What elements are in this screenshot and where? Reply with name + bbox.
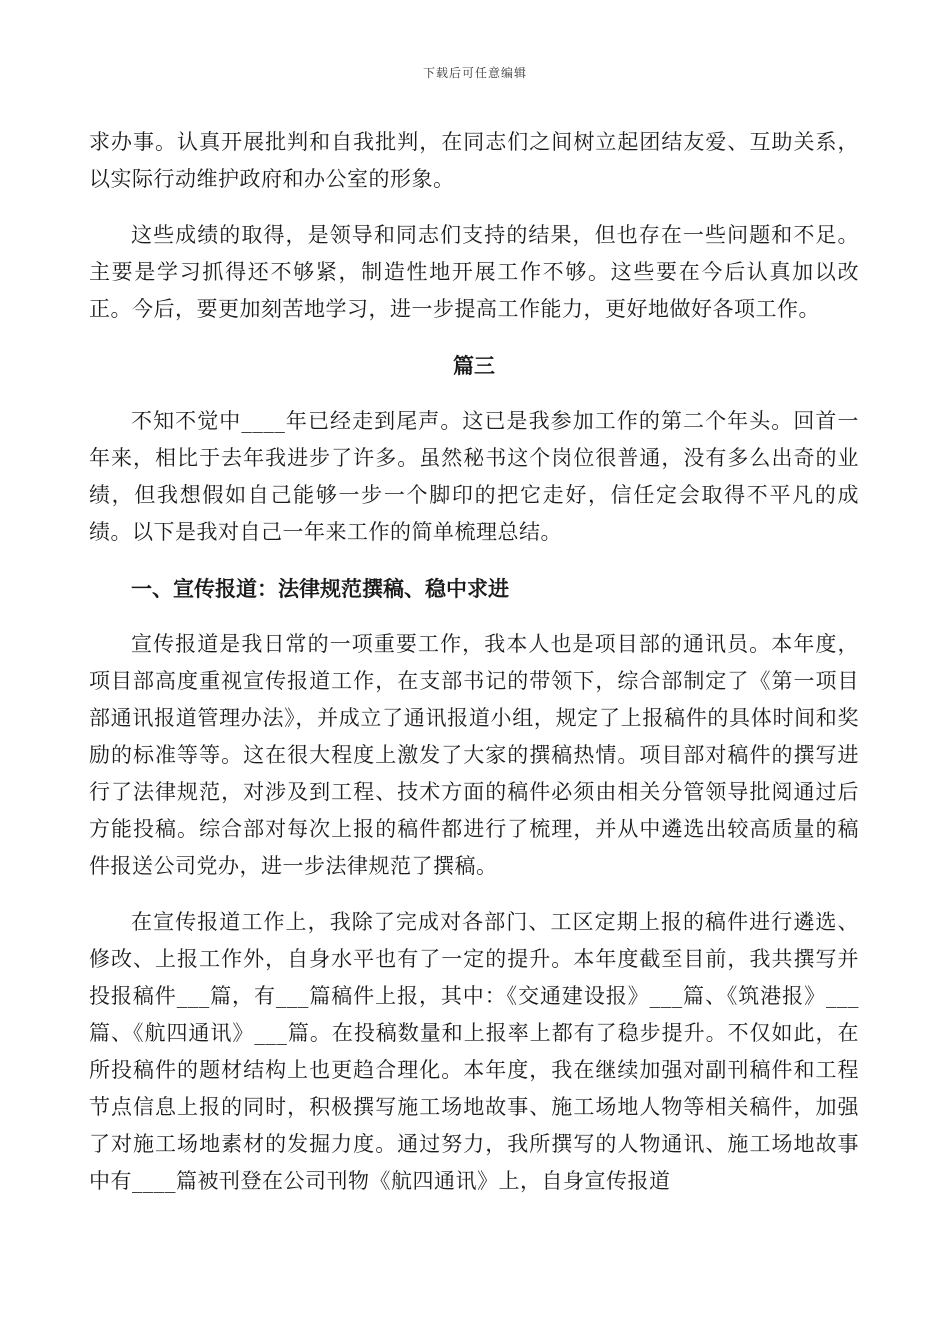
page-header: 下载后可任意编辑 — [422, 66, 527, 80]
document-body — [89, 124, 859, 1219]
paragraph-achievements: 这些成绩的取得，是领导和同志们支持的结果，但也存在一些问题和不足。主要是学习抓得还不够紧，制造性地开展工作不够。这些要在今后认真加以改正。今后，要更加刻苦地学习，进一步提高工作能力，更好地做好各项工作。 — [89, 223, 859, 321]
section-title: 篇三 — [453, 353, 495, 378]
paragraph-continuation: 求办事。认真开展批判和自我批判，在同志们之间树立起团结友爱、互助关系，以实际行动维护政府和办公室的形象。 — [89, 130, 859, 191]
subheading-publicity: 一、宣传报道：法律规范撰稿、稳中求进 — [131, 576, 509, 601]
paragraph-intro: 不知不觉中____年已经走到尾声。这已是我参加工作的第二个年头。回首一年来，相比于去年我进步了许多。虽然秘书这个岗位很普通，没有多么出奇的业绩，但我想假如自己能够一步一个脚印的把它走好，信任定会取得不平凡的成绩。以下是我对自己一年来工作的简单梳理总结。 — [89, 409, 859, 544]
paragraph-publicity-personal: 在宣传报道工作上，我除了完成对各部门、工区定期上报的稿件进行遴选、修改、上报工作外，自身水平也有了一定的提升。本年度截至目前，我共撰写并投报稿件___篇，有___篇稿件上报，其中：《交通建设报》___篇、《筑港报》___篇、《航四通讯》___篇。在投稿数量和上报率上都有了稳步提升。不仅如此，在所投稿件的题材结构上也更趋合理化。本年度，我在继续加强对副刊稿件和工程节点信息上报的同时，积极撰写施工场地故事、施工场地人物等相关稿件，加强了对施工场地素材的发掘力度。通过努力，我所撰写的人物通讯、施工场地故事中有____篇被刊登在公司刊物《航四通讯》上，自身宣传报道 — [89, 910, 859, 1193]
paragraph-publicity-overview: 宣传报道是我日常的一项重要工作，我本人也是项目部的通讯员。本年度，项目部高度重视宣传报道工作，在支部书记的带领下，综合部制定了《第一项目部通讯报道管理办法》，并成立了通讯报道小组，规定了上报稿件的具体时间和奖励的标准等等。这在很大程度上激发了大家的撰稿热情。项目部对稿件的撰写进行了法律规范，对涉及到工程、技术方面的稿件必须由相关分管领导批阅通过后方能投稿。综合部对每次上报的稿件都进行了梳理，并从中遴选出较高质量的稿件报送公司党办，进一步法律规范了撰稿。 — [89, 632, 859, 878]
